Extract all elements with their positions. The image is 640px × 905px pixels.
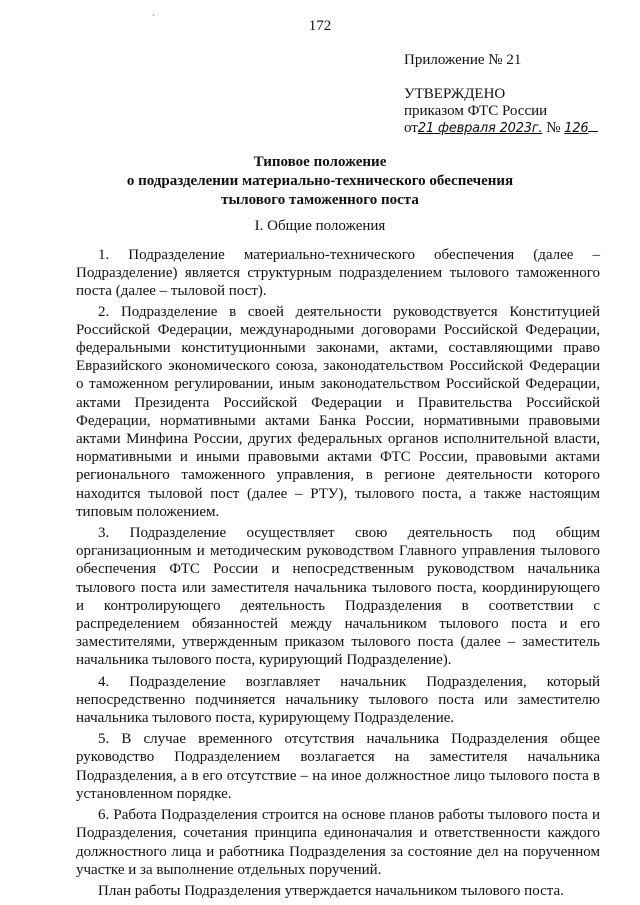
approval-block (404, 86, 598, 137)
title-line-1: Типовое положение (253, 154, 387, 170)
approval-order: приказом ФТС России (404, 103, 548, 119)
approval-date: 21 февраля 2023г. (417, 121, 543, 136)
paragraph-7: План работы Подразделения утверждается начальником тылового поста. (98, 882, 564, 899)
title-line-2: о подразделении материально-технического обеспечения (126, 173, 514, 189)
underline (588, 131, 598, 132)
approval-from-prefix: от (404, 120, 418, 136)
paragraph-4: 4. Подразделение возглавляет начальник Подразделения, который непосредственно подчиняется начальнику тылового поста или заместителю начальника тылового поста, курирующему Подразделение. (76, 673, 600, 727)
paragraph-1: 1. Подразделение материально-технического обеспечения (далее – Подразделение) является структурным подразделением тылового таможенного поста (далее – тыловой пост). (76, 247, 600, 300)
section-heading: I. Общие положения (254, 218, 386, 234)
document-body (76, 246, 600, 900)
paragraph-5: 5. В случае временного отсутствия начальника Подразделения общее руководство Подразделением возлагается на заместителя начальника Подразделения, а в его отсутствие – на иное должностное лицо тылового поста в установленном порядке. (76, 731, 600, 802)
approval-number-prefix: № (546, 120, 561, 136)
document-title (0, 153, 640, 210)
approval-date-line (404, 120, 598, 137)
paragraph-3: 3. Подразделение осуществляет свою деятельность под общим организационным и методическим руководством Главного управления тылового обеспечения ФТС России и непосредственным руководством начальника тылового поста или заместителя начальника тылового поста, координирующего и контролирующего деятельность Подразделения в соответствии с распределением обязанностей между начальником тылового поста и его заместителями, утвержденным приказом тылового поста (далее – заместитель начальника тылового поста, курирующий Подразделение). (76, 525, 600, 669)
scan-speck: ˊ (152, 14, 156, 25)
paragraph-2: 2. Подразделение в своей деятельности руководствуется Конституцией Российской Федерации, международными договорами Российской Федерации, федеральными конституционными законами, актами, составляющими право Евразийского экономического союза, законодательством Российской Федерации о таможенном регулировании, иным законодательством Российской Федерации, актами Президента Российской Федерации и Правительства Российской Федерации, нормативными актами Банка России, нормативными правовыми актами Минфина России, других федеральных органов исполнительной власти, нормативными и иными правовыми актами ФТС России, правовыми актами регионального таможенного управления, в регионе деятельности которого находится тыловой пост (далее – РТУ), тылового поста, а также настоящим типовым положением. (76, 303, 600, 520)
approval-number: 126 (564, 121, 589, 136)
approval-stamp: УТВЕРЖДЕНО (404, 86, 506, 102)
page-number: 172 (308, 18, 332, 34)
title-line-3: тылового таможенного поста (221, 192, 419, 208)
paragraph-6: 6. Работа Подразделения строится на основе планов работы тылового поста и Подразделения, сочетания принципа единоначалия и ответственности каждого должностного лица и работника Подразделения за состояние дел на порученном участке и за выполнение отдельных поручений. (76, 807, 600, 878)
appendix-label: Приложение № 21 (404, 52, 522, 68)
